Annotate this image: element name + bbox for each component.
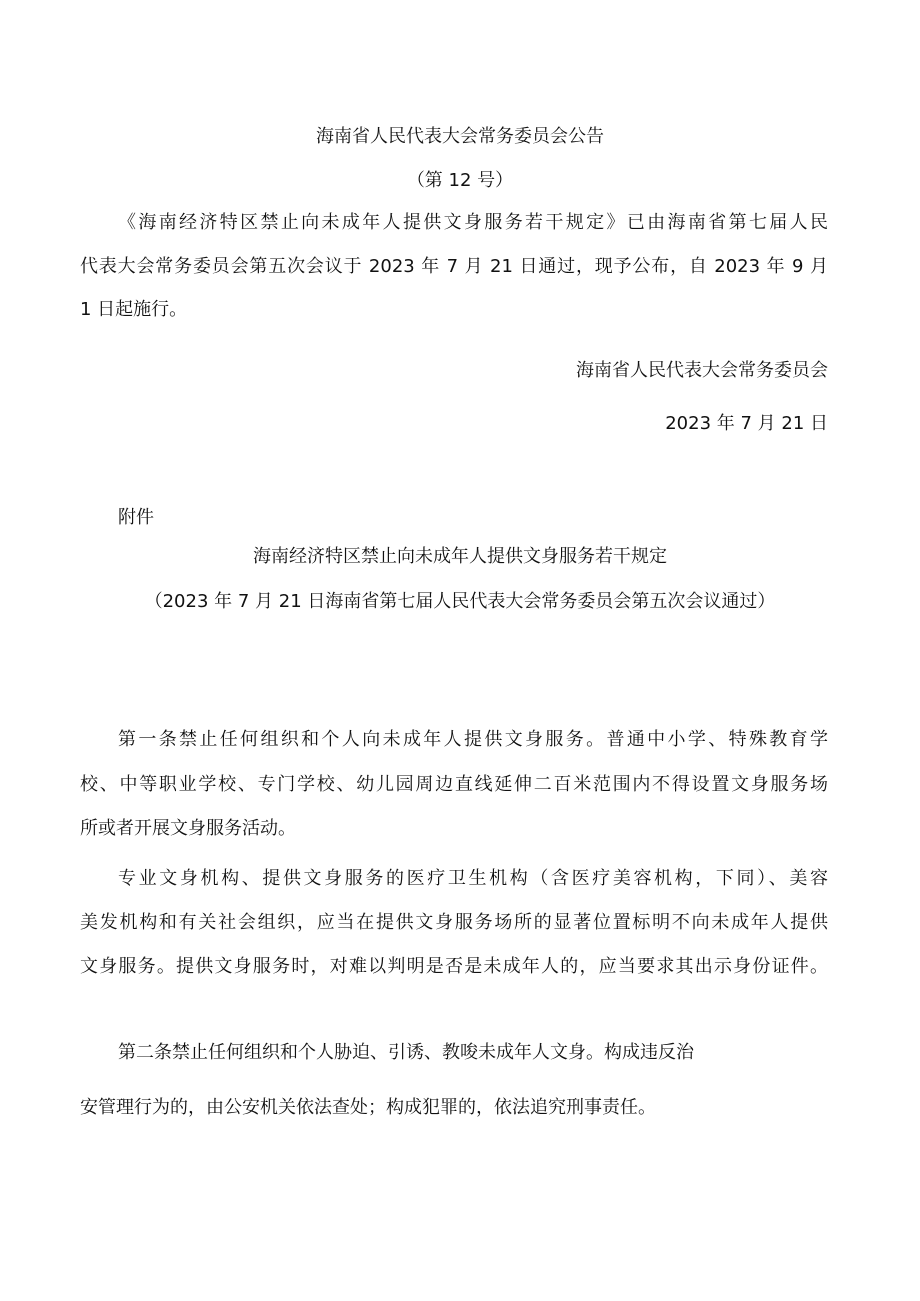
notice-signature: 海南省人民代表大会常务委员会 bbox=[576, 360, 828, 381]
article1-p2-line: 文身服务。提供文身服务时，对难以判明是否是未成年人的，应当要求其出示身份证件。 bbox=[80, 956, 828, 977]
article2-line: 安管理行为的，由公安机关依法查处；构成犯罪的，依法追究刑事责任。 bbox=[80, 1097, 656, 1118]
notice-title: 海南省人民代表大会常务委员会公告 bbox=[316, 126, 604, 147]
article1-p2-line: 美发机构和有关社会组织，应当在提供文身服务场所的显著位置标明不向未成年人提供 bbox=[80, 912, 828, 933]
notice-date: 2023 年 7 月 21 日 bbox=[665, 413, 828, 434]
article2-line: 第二条禁止任何组织和个人胁迫、引诱、教唆未成年人文身。构成违反治 bbox=[118, 1042, 694, 1063]
article1-line: 校、中等职业学校、专门学校、幼儿园周边直线延伸二百米范围内不得设置文身服务场 bbox=[80, 774, 828, 795]
notice-number: （第 12 号） bbox=[406, 170, 514, 191]
notice-body-line: 《海南经济特区禁止向未成年人提供文身服务若干规定》已由海南省第七届人民 bbox=[118, 212, 828, 233]
article1-line: 第一条禁止任何组织和个人向未成年人提供文身服务。普通中小学、特殊教育学 bbox=[118, 729, 828, 750]
notice-body-line: 代表大会常务委员会第五次会议于 2023 年 7 月 21 日通过，现予公布，自 2023 年 9 月 bbox=[80, 256, 828, 277]
article1-line: 所或者开展文身服务活动。 bbox=[80, 818, 296, 839]
notice-body-line: 1 日起施行。 bbox=[80, 299, 188, 320]
attachment-label: 附件 bbox=[118, 507, 154, 528]
article1-p2-line: 专业文身机构、提供文身服务的医疗卫生机构（含医疗美容机构，下同）、美容 bbox=[118, 868, 828, 889]
attachment-subtitle: （2023 年 7 月 21 日海南省第七届人民代表大会常务委员会第五次会议通过） bbox=[144, 591, 776, 612]
attachment-title: 海南经济特区禁止向未成年人提供文身服务若干规定 bbox=[253, 546, 667, 567]
